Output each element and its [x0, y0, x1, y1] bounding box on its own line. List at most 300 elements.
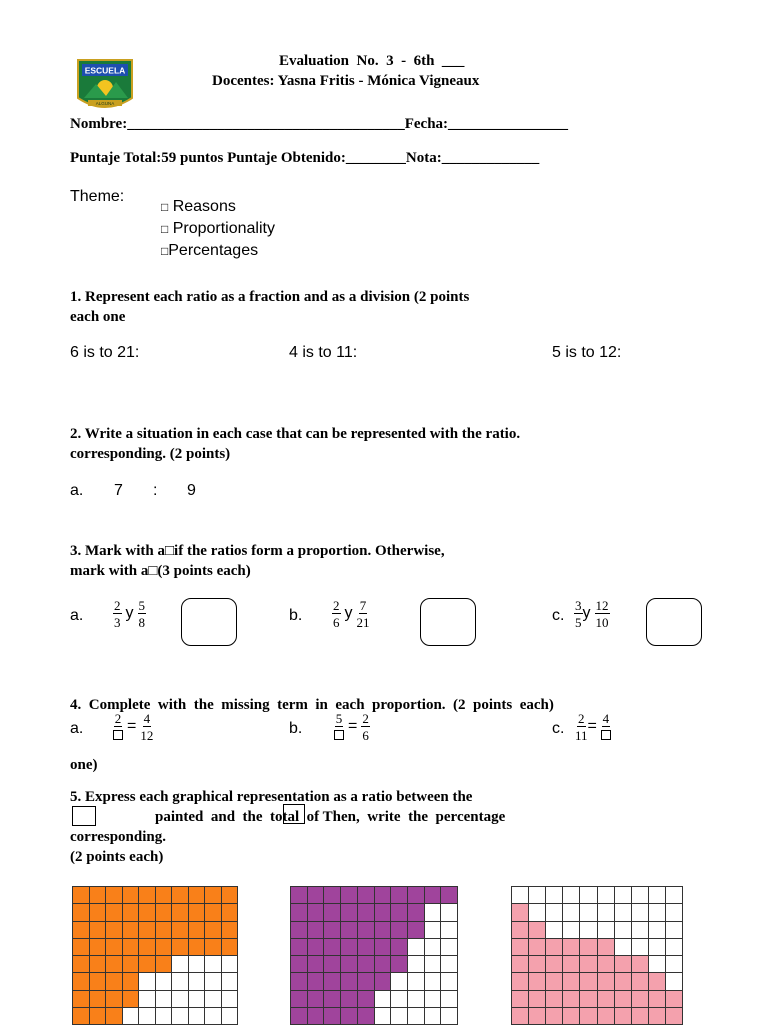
- grid-cell: [205, 973, 222, 990]
- grid-cell: [512, 991, 529, 1008]
- grid-cell: [291, 887, 308, 904]
- grid-cell: [222, 887, 239, 904]
- grid-cell: [156, 1008, 173, 1025]
- grid-cell: [172, 939, 189, 956]
- grid-cell: [205, 956, 222, 973]
- grid-cell: [375, 939, 392, 956]
- grid-cell: [598, 904, 615, 921]
- grid-cell: [598, 922, 615, 939]
- grid-cell: [189, 939, 206, 956]
- fraction: $\frac{5}{8}$: [138, 598, 145, 630]
- grid-cell: [139, 887, 156, 904]
- grid-cell: [563, 904, 580, 921]
- grid-cell: [73, 956, 90, 973]
- grid-cell: [308, 904, 325, 921]
- missing-term-box[interactable]: [601, 730, 611, 740]
- grid-cell: [632, 956, 649, 973]
- grid-cell: [632, 922, 649, 939]
- theme-item-proportionality[interactable]: □ Proportionality: [161, 220, 275, 237]
- grid-cell: [632, 1008, 649, 1025]
- q2-item-a-colon: :: [153, 482, 158, 499]
- grid-cell: [546, 956, 563, 973]
- grid-cell: [598, 887, 615, 904]
- grid-cell: [375, 973, 392, 990]
- grid-cell: [291, 1008, 308, 1025]
- grid-orange: [72, 886, 238, 1025]
- theme-item-percentages[interactable]: □Percentages: [161, 242, 259, 259]
- grid-cell: [73, 887, 90, 904]
- grid-cell: [205, 939, 222, 956]
- grid-cell: [172, 973, 189, 990]
- grid-cell: [324, 973, 341, 990]
- grid-cell: [156, 922, 173, 939]
- grid-cell: [308, 1008, 325, 1025]
- q3-b-label: b.: [289, 607, 303, 624]
- grid-cell: [90, 973, 107, 990]
- grid-cell: [546, 939, 563, 956]
- fraction: $\frac{2}{11}$: [575, 711, 588, 743]
- grid-cell: [408, 973, 425, 990]
- grid-cell: [512, 956, 529, 973]
- grid-cell: [90, 904, 107, 921]
- grid-cell: [358, 887, 375, 904]
- grid-cell: [73, 904, 90, 921]
- grid-cell: [546, 973, 563, 990]
- grid-cell: [425, 939, 442, 956]
- grid-cell: [189, 1008, 206, 1025]
- grid-cell: [512, 922, 529, 939]
- grid-cell: [375, 922, 392, 939]
- grid-cell: [106, 991, 123, 1008]
- evaluation-title: Evaluation No. 3 - 6th ___: [279, 53, 465, 69]
- grid-cell: [189, 887, 206, 904]
- grid-cell: [649, 973, 666, 990]
- grid-cell: [106, 939, 123, 956]
- q2-item-a-right: 9: [187, 482, 196, 499]
- grid-cell: [425, 973, 442, 990]
- grid-cell: [139, 991, 156, 1008]
- grid-cell: [291, 904, 308, 921]
- grid-cell: [139, 956, 156, 973]
- name-date-line[interactable]: Nombre:_____________________________________Fecha:________________: [70, 116, 569, 132]
- question-2-title: 2. Write a situation in each case that can be represented with the ratio. corresponding. (2 points): [70, 426, 521, 462]
- grid-cell: [649, 956, 666, 973]
- fraction: 5: [334, 712, 344, 742]
- grid-cell: [408, 922, 425, 939]
- grid-cell: [73, 973, 90, 990]
- grid-cell: [172, 956, 189, 973]
- grid-cell: [425, 887, 442, 904]
- grid-cell: [205, 922, 222, 939]
- grid-cell: [632, 939, 649, 956]
- grid-cell: [308, 887, 325, 904]
- q2-item-a-label: a.: [70, 482, 84, 499]
- grid-cell: [563, 1008, 580, 1025]
- fraction: $\frac{4}{12}$: [140, 711, 154, 743]
- grid-cell: [73, 1008, 90, 1025]
- grid-cell: [666, 887, 683, 904]
- grid-cell: [375, 1008, 392, 1025]
- grid-cell: [205, 904, 222, 921]
- grid-purple: [290, 886, 458, 1025]
- grid-cell: [106, 973, 123, 990]
- q1-item-b: 4 is to 11:: [289, 344, 358, 361]
- grid-cell: [580, 991, 597, 1008]
- theme-item-reasons[interactable]: □ Reasons: [161, 198, 236, 215]
- grid-cell: [205, 991, 222, 1008]
- grid-cell: [441, 1008, 458, 1025]
- grid-cell: [563, 887, 580, 904]
- grid-cell: [546, 922, 563, 939]
- grid-cell: [189, 956, 206, 973]
- checkbox-icon: □: [161, 222, 169, 236]
- missing-term-box[interactable]: [334, 730, 344, 740]
- grid-cell: [529, 991, 546, 1008]
- grid-cell: [529, 939, 546, 956]
- grid-cell: [615, 973, 632, 990]
- grid-cell: [324, 887, 341, 904]
- grid-cell: [156, 904, 173, 921]
- grid-cell: [649, 887, 666, 904]
- grid-cell: [139, 1008, 156, 1025]
- grid-cell: [666, 922, 683, 939]
- grid-cell: [649, 1008, 666, 1025]
- grid-cell: [123, 956, 140, 973]
- grid-cell: [580, 904, 597, 921]
- q3-a-label: a.: [70, 607, 84, 624]
- grid-cell: [615, 904, 632, 921]
- grid-cell: [375, 904, 392, 921]
- grid-cell: [529, 1008, 546, 1025]
- grid-cell: [358, 956, 375, 973]
- grid-cell: [358, 973, 375, 990]
- grid-cell: [172, 922, 189, 939]
- grid-cell: [615, 991, 632, 1008]
- grid-cell: [222, 956, 239, 973]
- checkbox-icon: □: [161, 244, 169, 258]
- grid-cell: [90, 991, 107, 1008]
- fraction: 4: [601, 712, 611, 742]
- grid-cell: [358, 1008, 375, 1025]
- theme-list: [161, 196, 275, 262]
- grid-cell: [189, 991, 206, 1008]
- fraction: $\frac{2}{6}$: [362, 711, 369, 743]
- grid-cell: [90, 956, 107, 973]
- grid-cell: [563, 973, 580, 990]
- grid-cell: [512, 973, 529, 990]
- grid-cell: [156, 956, 173, 973]
- grid-cell: [90, 887, 107, 904]
- grid-cell: [324, 956, 341, 973]
- grid-cell: [649, 904, 666, 921]
- grid-cell: [580, 956, 597, 973]
- grid-cell: [341, 939, 358, 956]
- grid-cell: [580, 922, 597, 939]
- grid-cell: [73, 991, 90, 1008]
- grid-cell: [408, 887, 425, 904]
- grid-cell: [425, 1008, 442, 1025]
- q1-item-c: 5 is to 12:: [552, 344, 622, 361]
- grid-cell: [391, 956, 408, 973]
- grid-cell: [391, 904, 408, 921]
- q4-b-expression: 5 = $\frac{2}{6}$: [335, 711, 369, 743]
- grid-cell: [341, 904, 358, 921]
- grid-cell: [666, 956, 683, 973]
- grid-cell: [106, 887, 123, 904]
- q4-a-label: a.: [70, 720, 84, 737]
- grid-cell: [408, 991, 425, 1008]
- grid-cell: [666, 1008, 683, 1025]
- grid-cell: [222, 904, 239, 921]
- grid-cell: [73, 922, 90, 939]
- grid-cell: [666, 939, 683, 956]
- grid-cell: [391, 1008, 408, 1025]
- school-logo: [76, 58, 134, 114]
- grid-cell: [291, 956, 308, 973]
- grid-cell: [391, 973, 408, 990]
- grid-cell: [90, 922, 107, 939]
- grid-cell: [189, 904, 206, 921]
- q4-a-expression: 2 = $\frac{4}{12}$: [114, 711, 154, 743]
- q3-b-expression: $\frac{2}{6}$ y $\frac{7}{21}$: [333, 598, 370, 630]
- grid-cell: [308, 956, 325, 973]
- grid-cell: [123, 1008, 140, 1025]
- grid-cell: [291, 922, 308, 939]
- grid-cell: [189, 922, 206, 939]
- grid-cell: [425, 956, 442, 973]
- grid-cell: [408, 1008, 425, 1025]
- grid-cell: [615, 887, 632, 904]
- grid-cell: [291, 991, 308, 1008]
- grid-cell: [189, 973, 206, 990]
- grid-cell: [324, 904, 341, 921]
- grid-cell: [172, 991, 189, 1008]
- grid-cell: [563, 991, 580, 1008]
- q2-item-a-left: 7: [114, 482, 123, 499]
- grid-pink: [511, 886, 683, 1025]
- grid-cell: [308, 991, 325, 1008]
- grid-cell: [106, 904, 123, 921]
- grid-cell: [341, 887, 358, 904]
- grid-cell: [172, 887, 189, 904]
- question-1-title: 1. Represent each ratio as a fraction and as a division (2 points each one: [70, 289, 470, 325]
- grid-cell: [172, 904, 189, 921]
- grid-cell: [222, 991, 239, 1008]
- grid-cell: [512, 904, 529, 921]
- grid-cell: [666, 991, 683, 1008]
- grid-cell: [441, 956, 458, 973]
- fraction: $\frac{2}{6}$: [333, 598, 340, 630]
- grid-cell: [156, 887, 173, 904]
- logo-text-top: ESCUELA: [84, 65, 126, 76]
- grid-cell: [358, 922, 375, 939]
- theme-label: Theme:: [70, 188, 125, 205]
- grid-cell: [529, 904, 546, 921]
- grid-cell: [666, 973, 683, 990]
- teachers-line: Docentes: Yasna Fritis - Mónica Vigneaux: [212, 73, 480, 89]
- grid-cell: [563, 922, 580, 939]
- grid-cell: [546, 887, 563, 904]
- grid-cell: [341, 973, 358, 990]
- fraction: $\frac{3}{5}$: [575, 598, 582, 630]
- grid-cell: [425, 991, 442, 1008]
- grid-cell: [123, 887, 140, 904]
- grid-cell: [441, 904, 458, 921]
- grid-cell: [425, 922, 442, 939]
- q3-c-label: c.: [552, 607, 565, 624]
- grid-cell: [123, 973, 140, 990]
- grid-cell: [649, 922, 666, 939]
- grid-cell: [529, 973, 546, 990]
- grid-cell: [73, 939, 90, 956]
- grid-cell: [341, 1008, 358, 1025]
- grid-cell: [529, 956, 546, 973]
- q3-c-answer-box[interactable]: [646, 598, 702, 646]
- grid-cell: [615, 922, 632, 939]
- q3-a-expression: $\frac{2}{3}$ y $\frac{5}{8}$: [114, 598, 145, 630]
- q3-b-answer-box[interactable]: [420, 598, 476, 646]
- q3-a-answer-box[interactable]: [181, 598, 237, 646]
- grid-cell: [123, 904, 140, 921]
- grid-cell: [90, 939, 107, 956]
- grid-cell: [308, 922, 325, 939]
- grid-cell: [580, 887, 597, 904]
- grid-cell: [358, 939, 375, 956]
- grid-cell: [632, 887, 649, 904]
- grid-cell: [441, 939, 458, 956]
- grid-cell: [529, 887, 546, 904]
- grid-cell: [632, 973, 649, 990]
- question-3-title: 3. Mark with a□if the ratios form a proportion. Otherwise, mark with a□(3 points each): [70, 543, 445, 579]
- grid-cell: [324, 939, 341, 956]
- grid-cell: [222, 973, 239, 990]
- grid-cell: [375, 956, 392, 973]
- grid-cell: [139, 939, 156, 956]
- grid-cell: [441, 887, 458, 904]
- grid-cell: [375, 887, 392, 904]
- grid-cell: [546, 904, 563, 921]
- grid-cell: [106, 922, 123, 939]
- grid-cell: [308, 973, 325, 990]
- grid-cell: [546, 991, 563, 1008]
- painted-legend-box: [72, 806, 96, 826]
- total-legend-box: [283, 804, 305, 824]
- grid-cell: [391, 939, 408, 956]
- grid-cell: [580, 939, 597, 956]
- grid-cell: [441, 973, 458, 990]
- grid-cell: [123, 939, 140, 956]
- grid-cell: [649, 939, 666, 956]
- grid-cell: [598, 991, 615, 1008]
- grid-cell: [408, 939, 425, 956]
- grid-cell: [615, 1008, 632, 1025]
- grid-cell: [649, 991, 666, 1008]
- grid-cell: [408, 956, 425, 973]
- missing-term-box[interactable]: [113, 730, 123, 740]
- grid-cell: [441, 991, 458, 1008]
- fraction: $\frac{2}{3}$: [114, 598, 121, 630]
- grid-cell: [529, 922, 546, 939]
- question-4-title: 4. Complete with the missing term in each proportion. (2 points each) one): [70, 697, 554, 773]
- grid-cell: [324, 922, 341, 939]
- grid-cell: [106, 956, 123, 973]
- grid-cell: [123, 922, 140, 939]
- grid-cell: [546, 1008, 563, 1025]
- grid-cell: [408, 904, 425, 921]
- grid-cell: [391, 922, 408, 939]
- grid-cell: [341, 956, 358, 973]
- grid-cell: [512, 887, 529, 904]
- grid-cell: [632, 904, 649, 921]
- grid-cell: [222, 1008, 239, 1025]
- grid-cell: [358, 991, 375, 1008]
- grid-cell: [205, 887, 222, 904]
- grid-cell: [106, 1008, 123, 1025]
- grid-cell: [308, 939, 325, 956]
- grid-cell: [156, 991, 173, 1008]
- grid-cell: [598, 956, 615, 973]
- grid-cell: [615, 956, 632, 973]
- grid-cell: [358, 904, 375, 921]
- fraction: $\frac{12}{10}$: [595, 598, 609, 630]
- grid-cell: [563, 939, 580, 956]
- grid-cell: [222, 939, 239, 956]
- q3-c-expression: $\frac{3}{5}$ y $\frac{12}{10}$: [575, 598, 609, 630]
- grid-cell: [512, 939, 529, 956]
- grid-cell: [222, 922, 239, 939]
- grid-cell: [291, 973, 308, 990]
- grid-cell: [425, 904, 442, 921]
- grid-cell: [615, 939, 632, 956]
- grid-cell: [391, 991, 408, 1008]
- grid-cell: [156, 973, 173, 990]
- question-5-title: 5. Express each graphical representation as a ratio between the painted and the total of Then, write the percentage corresponding. (2 points each): [70, 789, 506, 865]
- logo-text-bottom: ALGUNA: [95, 101, 115, 106]
- q4-c-label: c.: [552, 720, 565, 737]
- grid-cell: [512, 1008, 529, 1025]
- grid-cell: [139, 922, 156, 939]
- grid-cell: [598, 1008, 615, 1025]
- fraction: $\frac{7}{21}$: [356, 598, 370, 630]
- q4-b-label: b.: [289, 720, 303, 737]
- grid-cell: [341, 922, 358, 939]
- grid-cell: [563, 956, 580, 973]
- grid-cell: [580, 1008, 597, 1025]
- grid-cell: [375, 991, 392, 1008]
- grid-cell: [632, 991, 649, 1008]
- grid-cell: [156, 939, 173, 956]
- grid-cell: [90, 1008, 107, 1025]
- fraction: 2: [113, 712, 123, 742]
- checkbox-icon: □: [161, 200, 169, 214]
- grid-cell: [139, 973, 156, 990]
- grid-cell: [205, 1008, 222, 1025]
- grid-cell: [391, 887, 408, 904]
- grid-cell: [324, 1008, 341, 1025]
- grid-cell: [123, 991, 140, 1008]
- grid-cell: [666, 904, 683, 921]
- grid-cell: [324, 991, 341, 1008]
- grid-cell: [598, 939, 615, 956]
- grid-cell: [341, 991, 358, 1008]
- grid-cell: [291, 939, 308, 956]
- q4-c-expression: $\frac{2}{11}$ = 4: [575, 711, 610, 743]
- grid-cell: [441, 922, 458, 939]
- grid-cell: [598, 973, 615, 990]
- grid-cell: [580, 973, 597, 990]
- score-line[interactable]: Puntaje Total:59 puntos Puntaje Obtenido:________Nota:_____________: [70, 150, 540, 166]
- grid-cell: [172, 1008, 189, 1025]
